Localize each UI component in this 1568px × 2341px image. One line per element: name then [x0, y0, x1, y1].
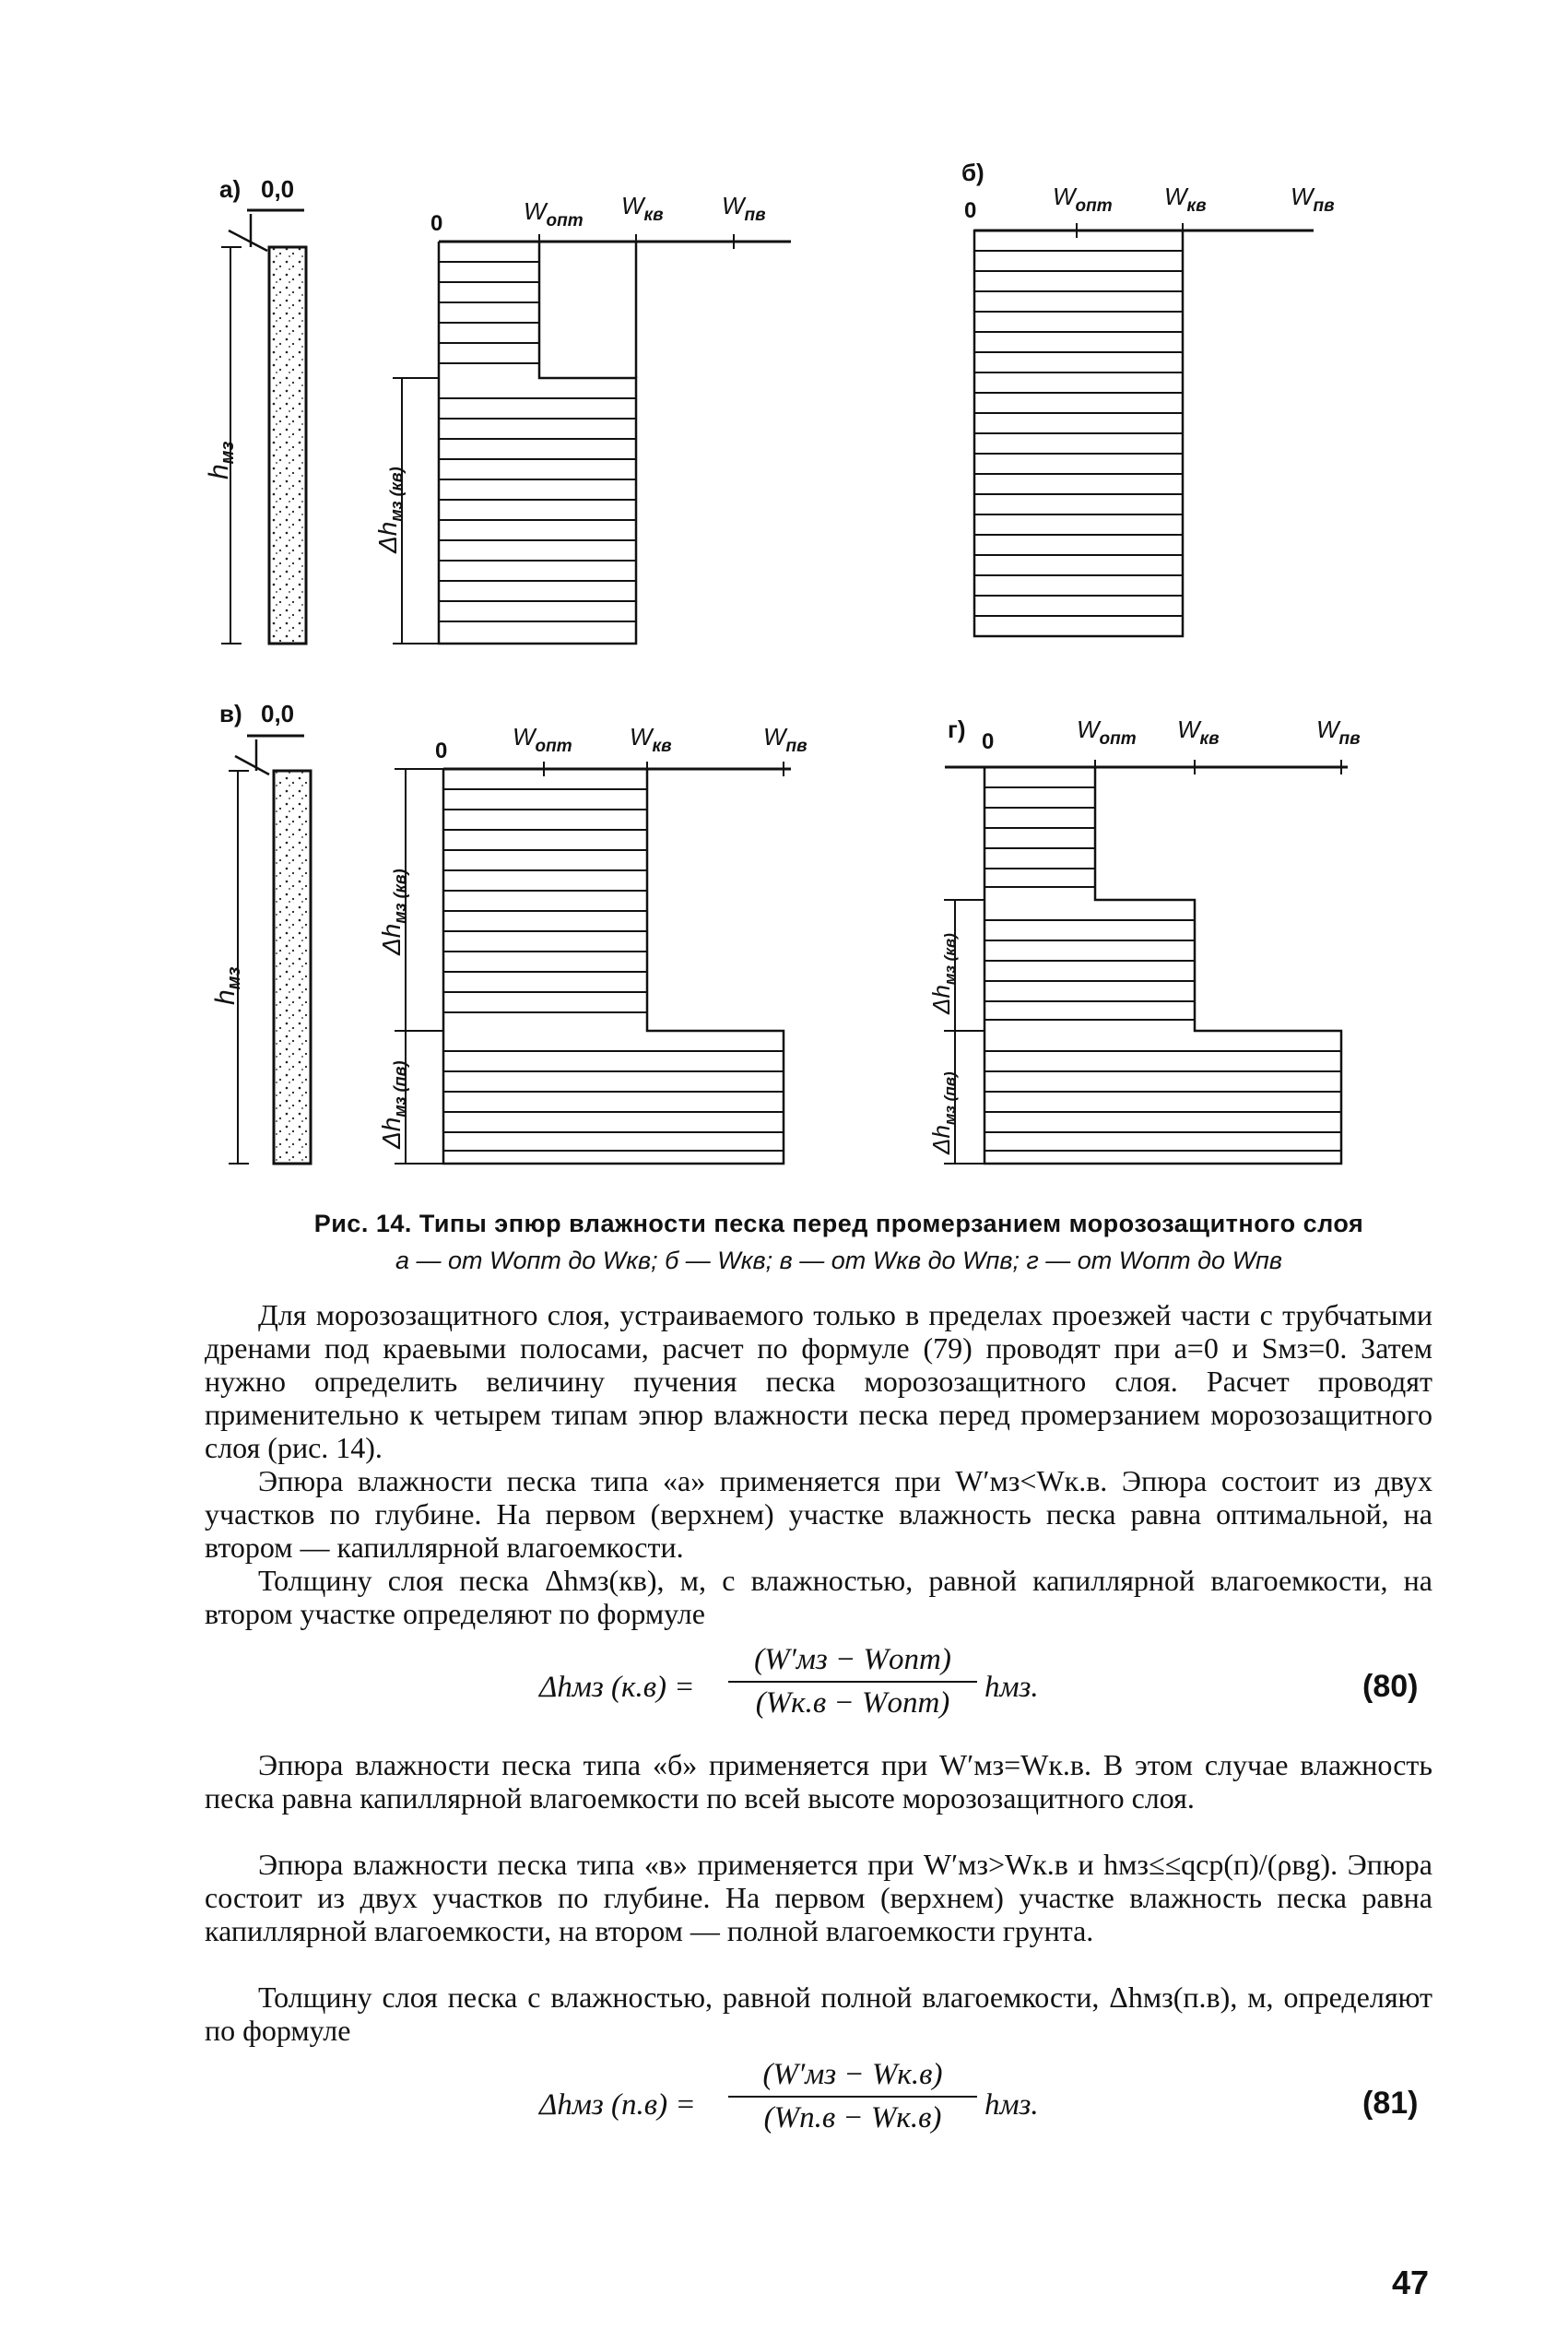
- paragraph-1: Для морозозащитного слоя, устраиваемого только в пределах проезжей части с трубчатыми дренами под краевыми полосами, расчет по формуле (79) проводят при a=0 и Sмз=0. Затем нужно определить величину пучения песка морозозащитного слоя. Расчет проводят применительно к четырем типам эпюр влажности песка перед промерзанием морозозащитного слоя (рис. 14).: [205, 1298, 1432, 1464]
- panel-b-label: б): [961, 159, 984, 186]
- panel-v-sand-layer: [274, 771, 311, 1164]
- panel-a-h-label: $h_{мз}$: [204, 441, 238, 479]
- panel-g-dh-kv: $\Delta h_{мз (кв)}$: [927, 933, 959, 1014]
- panel-a-surface-level: 0,0: [261, 175, 295, 203]
- formula-80-numerator: (W′мз − Wопт): [754, 1643, 951, 1676]
- panel-b-hatch: [974, 251, 1183, 616]
- panel-g-dh-pv: $\Delta h_{мз (пв)}$: [927, 1071, 959, 1154]
- panel-g: [927, 715, 1361, 1164]
- panel-v-w-pv: $W_{пв}$: [763, 723, 808, 756]
- panel-g-hatch: [984, 787, 1341, 1151]
- panel-v-epure: [443, 769, 784, 1164]
- panel-g-epure: [984, 767, 1341, 1164]
- panel-a-label: а): [219, 175, 242, 203]
- panel-v-label: в): [219, 700, 242, 727]
- panel-g-w-kv: $W_{кв}$: [1177, 715, 1220, 749]
- panel-a-sand-layer: [269, 247, 306, 644]
- panel-a: [204, 175, 791, 644]
- formula-81-numerator: (W′мз − Wк.в): [762, 2058, 943, 2091]
- panel-g-w-pv: $W_{пв}$: [1316, 715, 1361, 749]
- panel-b: [961, 159, 1335, 636]
- paragraph-3: Толщину слоя песка Δhмз(кв), м, с влажностью, равной капиллярной влагоемкости, на втором участке определяют по формуле: [205, 1564, 1432, 1630]
- panel-v-w-kv: $W_{кв}$: [630, 723, 672, 756]
- panel-b-zero: 0: [964, 198, 977, 223]
- panel-b-w-pv: $W_{пв}$: [1291, 183, 1335, 216]
- formula-80-denominator: (Wк.в − Wопт): [755, 1686, 950, 1720]
- formula-80-lhs: Δhмз (к.в) =: [539, 1671, 695, 1704]
- formula-80-rhs: hмз.: [984, 1671, 1039, 1704]
- panel-a-dh-kv: $\Delta h_{мз (кв)}$: [373, 467, 406, 553]
- figure-caption-title: Рис. 14. Типы эпюр влажности песка перед промерзанием морозозащитного слоя: [313, 1210, 1364, 1237]
- formula-81-number: (81): [1362, 2086, 1419, 2121]
- panel-a-zero: 0: [430, 211, 443, 236]
- figure-caption-legend: а — от Wопт до Wкв; б — Wкв; в — от Wкв до Wпв; г — от Wопт до Wпв: [395, 1247, 1283, 1274]
- paragraph-5: Эпюра влажности песка типа «в» применяется при W′мз>Wк.в и hмз≤≤qср(п)/(ρвg). Эпюра состоит из двух участков по глубине. На первом (верхнем) участке влажность песка равна капиллярной влагоемкости, на втором — полной влагоемкости грунта.: [205, 1848, 1432, 1947]
- panel-v-surface-level: 0,0: [261, 700, 295, 727]
- panel-v: [210, 700, 808, 1164]
- formula-80-fraction: [728, 1643, 977, 1720]
- panel-b-w-kv: $W_{кв}$: [1164, 183, 1207, 216]
- formula-81-lhs: Δhмз (п.в) =: [539, 2088, 696, 2122]
- panel-v-w-opt: $W_{опт}$: [513, 723, 572, 756]
- panel-a-w-pv: $W_{пв}$: [722, 192, 766, 225]
- panel-a-w-opt: $W_{опт}$: [524, 197, 584, 231]
- formula-81-rhs: hмз.: [984, 2088, 1039, 2122]
- panel-b-w-opt: $W_{опт}$: [1053, 183, 1113, 216]
- panel-v-hatch: [443, 789, 784, 1151]
- panel-g-w-opt: $W_{опт}$: [1077, 715, 1137, 749]
- formula-81-denominator: (Wп.в − Wк.в): [763, 2101, 942, 2134]
- paragraph-2: Эпюра влажности песка типа «а» применяется при W′мз<Wк.в. Эпюра состоит из двух участков по глубине. На первом (верхнем) участке влажность песка равна оптимальной, на втором — капиллярной влагоемкости.: [205, 1464, 1432, 1564]
- panel-g-label: г): [948, 715, 966, 743]
- page-number: 47: [1392, 2264, 1430, 2301]
- formula-81-fraction: [728, 2058, 977, 2135]
- panel-v-dh-kv: $\Delta h_{мз (кв)}$: [377, 869, 409, 955]
- panel-v-zero: 0: [435, 739, 448, 763]
- panel-v-h-label: $h_{мз}$: [210, 966, 244, 1005]
- panel-a-hatch: [439, 262, 636, 621]
- formula-80-number: (80): [1362, 1669, 1419, 1704]
- panel-a-w-kv: $W_{кв}$: [621, 192, 664, 225]
- panel-v-dh-pv: $\Delta h_{мз (пв)}$: [377, 1060, 409, 1149]
- paragraph-4: Эпюра влажности песка типа «б» применяется при W′мз=Wк.в. В этом случае влажность песка равна капиллярной влагоемкости по всей высоте морозозащитного слоя.: [205, 1748, 1432, 1815]
- paragraph-6: Толщину слоя песка с влажностью, равной полной влагоемкости, Δhмз(п.в), м, определяют по формуле: [205, 1980, 1432, 2047]
- panel-g-zero: 0: [982, 729, 995, 754]
